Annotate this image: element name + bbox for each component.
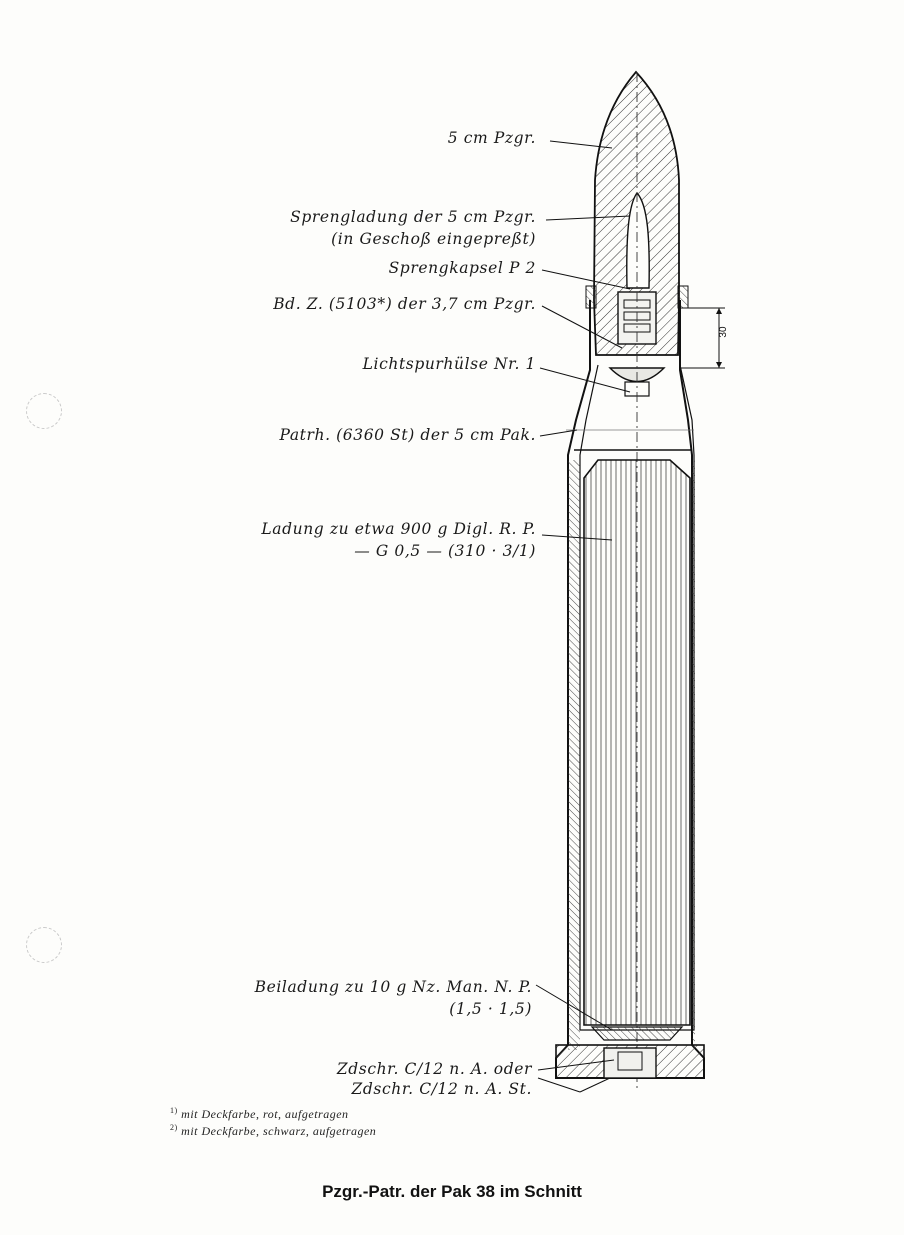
label-charge-spec: — G 0,5 — (310 · 3/1) — [354, 542, 536, 560]
label-projectile: 5 cm Pzgr. — [447, 129, 536, 147]
footnote-2: $^{2)}$ mit Deckfarbe, schwarz, aufgetragen — [170, 1123, 377, 1138]
propellant-charge — [584, 460, 690, 1025]
label-igniter: Beiladung zu 10 g Nz. Man. N. P. — [254, 978, 532, 996]
label-case: Patrh. (6360 St) der 5 cm Pak. — [279, 426, 536, 444]
label-bursting-charge: Sprengladung der 5 cm Pzgr. — [290, 208, 536, 226]
cartridge-case — [556, 300, 704, 1078]
label-tracer: Lichtspurhülse Nr. 1 — [362, 355, 536, 373]
label-primer: Zdschr. C/12 n. A. oder — [336, 1060, 532, 1078]
label-base-fuze: Bd. Z. (5103*) der 3,7 cm Pzgr. — [273, 295, 536, 313]
label-charge: Ladung zu etwa 900 g Digl. R. P. — [261, 520, 536, 538]
label-igniter-spec: (1,5 · 1,5) — [449, 1000, 532, 1018]
igniter-charge — [592, 1027, 682, 1040]
footnote-1: $^{1)}$ mit Deckfarbe, rot, aufgetragen — [170, 1106, 349, 1121]
label-primer-alt: Zdschr. C/12 n. A. St. — [351, 1080, 532, 1098]
label-detonator: Sprengkapsel P 2 — [388, 259, 536, 277]
dimension-label: 30 — [718, 326, 729, 338]
figure-caption: Pzgr.-Patr. der Pak 38 im Schnitt — [322, 1182, 582, 1201]
label-bursting-charge-note: (in Geschoß eingepreßt) — [331, 230, 536, 248]
